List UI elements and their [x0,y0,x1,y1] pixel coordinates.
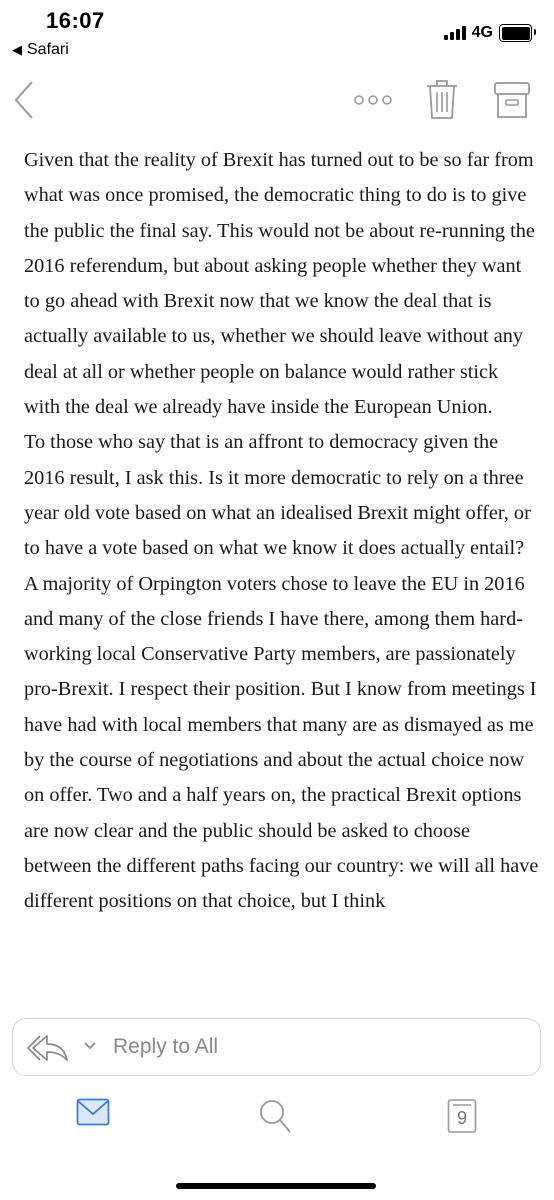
signal-icon [444,26,466,40]
message-text [24,143,539,920]
reply-all-label: Reply to All [113,1035,219,1058]
back-to-app-link[interactable] [12,41,69,59]
paragraph: To those who say that is an affront to democracy given the 2016 result, I ask this. Is it more democratic to rely on a three year old vote based on what an idealised Brexit might offer, or to have a vote based on what we know it does actually entail? [24,431,531,560]
paragraph: Given that the reality of Brexit has turned out to be so far from what was once promised, the democratic thing to do is to give the public the final say. This would not be about re-running the 2016 referendum, but about asking people whether they want to go ahead with Brexit now that we know the deal that is actually available to us, whether we should leave without any deal at all or whether people on balance would rather stick with the deal we already have inside the European Union. [24,149,535,419]
network-type: 4G [471,24,493,41]
archive-icon[interactable] [493,80,531,120]
status-time: 16:07 [46,8,105,33]
chevron-left-icon[interactable] [12,80,36,120]
chevron-down-icon[interactable] [83,1039,97,1053]
paragraph: A majority of Orpington voters chose to leave the EU in 2016 and many of the close friends I have there, among them hard-working local Conservative Party members, are passionately pro-Brexit. I respect their position. But I know from meetings I have had with local members that many are as dismayed as me by the course of negotiations and about the actual choice now on offer. Two and a half years on, the practical Brexit options are now clear and the public should be asked to choose between the different paths facing our country: we will all have different positions on that choice, but I think [24,572,539,913]
search-icon[interactable] [258,1098,292,1134]
calendar-day: 9 [456,1108,467,1128]
message-body [0,128,554,1000]
back-triangle-icon: ◀ [12,42,22,57]
reply-all-icon [27,1032,69,1064]
mail-icon[interactable] [76,1098,110,1126]
home-indicator[interactable] [176,1183,376,1189]
back-app-label: Safari [27,41,69,58]
more-dots-icon[interactable] [352,88,394,112]
reply-all-button[interactable] [12,1018,541,1076]
message-toolbar [0,70,554,130]
status-indicators [444,24,532,42]
trash-icon[interactable] [425,78,459,120]
battery-icon [499,24,532,42]
calendar-tab[interactable] [447,1098,477,1134]
